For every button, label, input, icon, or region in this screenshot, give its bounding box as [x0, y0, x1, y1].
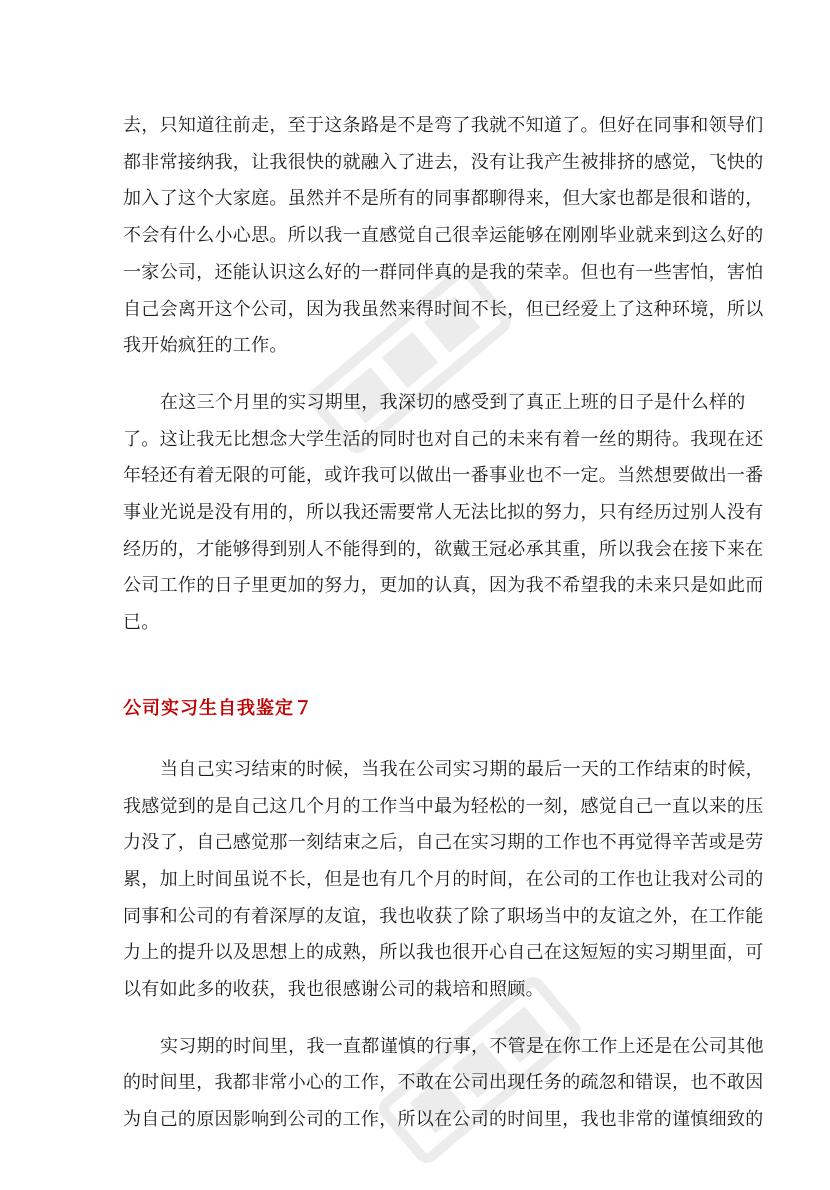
- text-line: 当自己实习结束的时候，当我在公司实习期的最后一天的工作结束的时候，: [160, 758, 764, 780]
- text-line: 的时间里，我都非常小心的工作，不敢在公司出现任务的疏忽和错误，也不敢因: [123, 1072, 764, 1094]
- text-line: 我感觉到的是自己这几个月的工作当中最为轻松的一刻，感觉自己一直以来的压: [123, 795, 764, 817]
- text-line: 事业光说是没有用的，所以我还需要常人无法比拟的努力，只有经历过别人没有: [123, 502, 764, 524]
- paragraph-3: [123, 752, 764, 1009]
- text-line: 同事和公司的有着深厚的友谊，我也收获了除了职场当中的友谊之外，在工作能: [123, 905, 764, 927]
- text-line: 了。这让我无比想念大学生活的同时也对自己的未来有着一丝的期待。我现在还: [123, 428, 764, 450]
- paragraph-1: [123, 108, 764, 365]
- text-line: 加入了这个大家庭。虽然并不是所有的同事都聊得来，但大家也都是很和谐的，: [123, 188, 764, 210]
- text-line: 力没了，自己感觉那一刻结束之后，自己在实习期的工作也不再觉得辛苦或是劳: [123, 832, 764, 854]
- text-line: 去，只知道往前走，至于这条路是不是弯了我就不知道了。但好在同事和领导们: [123, 115, 764, 136]
- text-line: 已。: [123, 612, 160, 634]
- text-line: 自己会离开这个公司，因为我虽然来得时间不长，但已经爱上了这种环境，所以: [123, 298, 764, 320]
- text-line: 在这三个月里的实习期里，我深切的感受到了真正上班的日子是什么样的: [160, 391, 746, 413]
- text-line: 年轻还有着无限的可能，或许我可以做出一番事业也不一定。当然想要做出一番: [123, 465, 764, 487]
- text-line: 一家公司，还能认识这么好的一群同伴真的是我的荣幸。但也有一些害怕，害怕: [123, 261, 764, 283]
- text-line: 都非常接纳我，让我很快的就融入了进去，没有让我产生被排挤的感觉，飞快的: [123, 151, 764, 173]
- section-heading: 公司实习生自我鉴定７: [123, 697, 313, 719]
- text-line: 经历的，才能够得到别人不能得到的，欲戴王冠必承其重，所以我会在接下来在: [123, 538, 764, 560]
- text-line: 为自己的原因影响到公司的工作，所以在公司的时间里，我也非常的谨慎细致的: [123, 1109, 764, 1131]
- text-line: 公司工作的日子里更加的努力，更加的认真，因为我不希望我的未来只是如此而: [123, 575, 764, 597]
- text-line: 力上的提升以及思想上的成熟，所以我也很开心自己在这短短的实习期里面，可: [123, 942, 764, 964]
- paragraph-2: [123, 385, 764, 642]
- text-line: 累，加上时间虽说不长，但是也有几个月的时间，在公司的工作也让我对公司的: [123, 868, 764, 890]
- text-line: 我开始疯狂的工作。: [123, 335, 288, 357]
- text-line: 实习期的时间里，我一直都谨慎的行事，不管是在你工作上还是在公司其他: [160, 1035, 764, 1057]
- text-line: 不会有什么小心思。所以我一直感觉自己很幸运能够在刚刚毕业就来到这么好的: [123, 225, 764, 247]
- paragraph-4: [123, 1029, 764, 1139]
- document-body: [123, 108, 764, 1139]
- text-line: 以有如此多的收获，我也很感谢公司的栽培和照顾。: [123, 979, 544, 1001]
